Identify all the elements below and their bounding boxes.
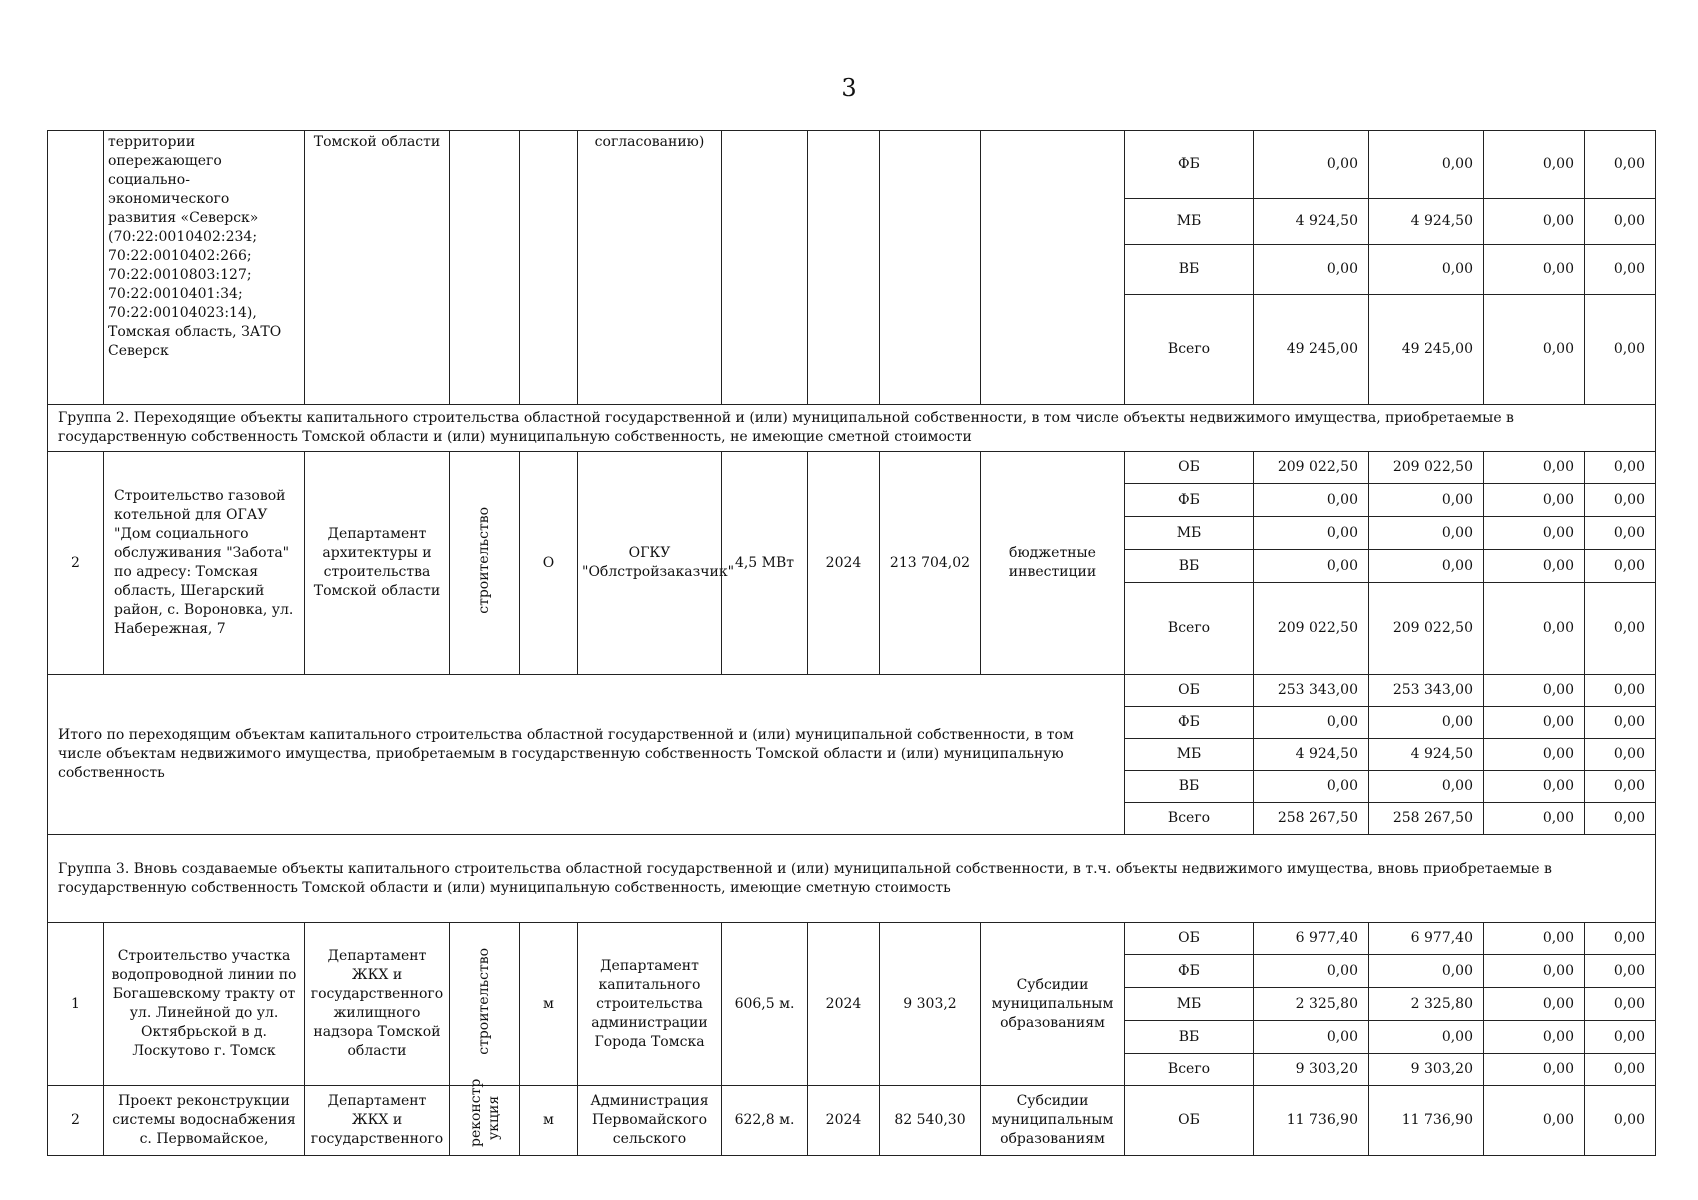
cell-num: 1	[48, 923, 104, 1086]
funding-source: ВБ	[1125, 245, 1254, 295]
cell-form	[981, 131, 1125, 405]
funding-value: 0,00	[1585, 675, 1656, 707]
funding-value: 0,00	[1585, 199, 1656, 245]
funding-value: 49 245,00	[1369, 295, 1484, 405]
funding-value: 0,00	[1585, 923, 1656, 955]
cell-year: 2024	[808, 1086, 880, 1156]
funding-value: 2 325,80	[1369, 988, 1484, 1021]
funding-value: 0,00	[1484, 550, 1585, 583]
cell-capacity: 622,8 м.	[722, 1086, 808, 1156]
group-3-title: Группа 3. Вновь создаваемые объекты капитального строительства областной государственной и (или) муниципальной собственности, в т.ч. объекты недвижимого имущества, вновь приобретаемые в государственную собственность Томской области и (или) муниципальную собственность, имеющие сметную стоимость	[48, 835, 1656, 923]
type-text: строительство	[476, 506, 492, 614]
funding-value: 11 736,90	[1254, 1086, 1369, 1156]
funding-value: 4 924,50	[1254, 199, 1369, 245]
funding-value: 253 343,00	[1369, 675, 1484, 707]
funding-value: 0,00	[1484, 583, 1585, 675]
funding-value: 253 343,00	[1254, 675, 1369, 707]
funding-source: ВБ	[1125, 550, 1254, 583]
cell-object: Проект реконструкции системы водоснабжения с. Первомайское,	[104, 1086, 305, 1156]
cell-object: Строительство газовой котельной для ОГАУ "Дом социального обслуживания "Забота" по адресу: Томская область, Шегарский район, с. Вороновка, ул. Набережная, 7	[104, 452, 305, 675]
funding-value: 258 267,50	[1254, 803, 1369, 835]
cell-num: 2	[48, 452, 104, 675]
funding-value: 0,00	[1585, 517, 1656, 550]
funding-value: 0,00	[1484, 803, 1585, 835]
funding-value: 4 924,50	[1254, 739, 1369, 771]
group-header-row	[48, 835, 1656, 923]
funding-value: 0,00	[1484, 517, 1585, 550]
funding-value: 258 267,50	[1369, 803, 1484, 835]
funding-value: 0,00	[1484, 707, 1585, 739]
cell-ownership: м	[520, 923, 578, 1086]
funding-source: Всего	[1125, 295, 1254, 405]
cell-customer: Департамент ЖКХ и государственного	[305, 1086, 450, 1156]
funding-source: МБ	[1125, 988, 1254, 1021]
funding-source: Всего	[1125, 803, 1254, 835]
funding-source: МБ	[1125, 739, 1254, 771]
funding-source: ВБ	[1125, 771, 1254, 803]
funding-value: 0,00	[1369, 131, 1484, 199]
funding-value: 0,00	[1254, 707, 1369, 739]
cell-capacity	[722, 131, 808, 405]
funding-value: 9 303,20	[1369, 1054, 1484, 1086]
funding-value: 0,00	[1585, 988, 1656, 1021]
cell-year	[808, 131, 880, 405]
funding-value: 0,00	[1585, 707, 1656, 739]
funding-value: 0,00	[1484, 675, 1585, 707]
type-text: реконстр укция	[467, 1078, 502, 1147]
type-text: строительство	[476, 947, 492, 1055]
cell-object: территории опережающего социально-экономического развития «Северск» (70:22:0010402:234; 70:22:0010402:266; 70:22:0010803:127; 70:22:0010401:34; 70:22:00104023:14), Томская область, ЗАТО Северск	[104, 131, 305, 405]
funding-value: 0,00	[1254, 550, 1369, 583]
funding-value: 0,00	[1484, 1021, 1585, 1054]
funding-value: 0,00	[1585, 295, 1656, 405]
cell-cost: 82 540,30	[880, 1086, 981, 1156]
cell-capacity: 606,5 м.	[722, 923, 808, 1086]
funding-value: 49 245,00	[1254, 295, 1369, 405]
funding-value: 0,00	[1484, 245, 1585, 295]
cell-ownership: О	[520, 452, 578, 675]
funding-value: 0,00	[1369, 484, 1484, 517]
funding-value: 6 977,40	[1369, 923, 1484, 955]
funding-value: 0,00	[1254, 131, 1369, 199]
cell-form: бюджетные инвестиции	[981, 452, 1125, 675]
cell-type	[450, 923, 520, 1086]
cell-executor: Администрация Первомайского сельского	[578, 1086, 722, 1156]
funding-value: 0,00	[1484, 988, 1585, 1021]
cell-type	[450, 131, 520, 405]
funding-value: 209 022,50	[1254, 452, 1369, 484]
funding-value: 0,00	[1254, 517, 1369, 550]
funding-value: 0,00	[1484, 131, 1585, 199]
cell-cost	[880, 131, 981, 405]
funding-source: ВБ	[1125, 1021, 1254, 1054]
funding-source: МБ	[1125, 517, 1254, 550]
funding-value: 0,00	[1369, 517, 1484, 550]
funding-value: 0,00	[1369, 707, 1484, 739]
funding-value: 0,00	[1585, 131, 1656, 199]
funding-value: 0,00	[1484, 199, 1585, 245]
funding-source: ФБ	[1125, 955, 1254, 988]
funding-value: 0,00	[1585, 1021, 1656, 1054]
funding-source: ОБ	[1125, 1086, 1254, 1156]
funding-source: Всего	[1125, 1054, 1254, 1086]
cell-ownership	[520, 131, 578, 405]
funding-value: 0,00	[1254, 771, 1369, 803]
funding-value: 0,00	[1369, 955, 1484, 988]
funding-source: ОБ	[1125, 675, 1254, 707]
funding-value: 0,00	[1484, 739, 1585, 771]
funding-source: Всего	[1125, 583, 1254, 675]
table-row	[48, 452, 1656, 484]
funding-source: ОБ	[1125, 923, 1254, 955]
funding-value: 0,00	[1254, 955, 1369, 988]
funding-value: 0,00	[1369, 1021, 1484, 1054]
funding-value: 0,00	[1369, 771, 1484, 803]
funding-source: МБ	[1125, 199, 1254, 245]
group-header-row	[48, 405, 1656, 452]
cell-customer: Томской области	[305, 131, 450, 405]
funding-value: 6 977,40	[1254, 923, 1369, 955]
funding-value: 0,00	[1585, 1054, 1656, 1086]
funding-value: 0,00	[1484, 295, 1585, 405]
funding-value: 0,00	[1369, 550, 1484, 583]
funding-value: 11 736,90	[1369, 1086, 1484, 1156]
funding-value: 0,00	[1484, 1086, 1585, 1156]
funding-source: ФБ	[1125, 484, 1254, 517]
funding-value: 0,00	[1484, 452, 1585, 484]
funding-value: 0,00	[1585, 484, 1656, 517]
cell-num: 2	[48, 1086, 104, 1156]
cell-customer: Департамент архитектуры и строительства Томской области	[305, 452, 450, 675]
funding-value: 209 022,50	[1369, 583, 1484, 675]
total-group-2-label: Итого по переходящим объектам капитального строительства областной государственной и (или) муниципальной собственности, в том числе объектам недвижимого имущества, приобретаемым в государственную собственность Томской области и (или) муниципальную собственность	[48, 675, 1125, 835]
cell-ownership: м	[520, 1086, 578, 1156]
funding-value: 0,00	[1484, 923, 1585, 955]
funding-value: 0,00	[1369, 245, 1484, 295]
funding-value: 4 924,50	[1369, 199, 1484, 245]
funding-value: 0,00	[1585, 550, 1656, 583]
funding-value: 0,00	[1254, 1021, 1369, 1054]
cell-type	[450, 1078, 520, 1156]
page-number: 3	[841, 74, 857, 102]
cell-customer: Департамент ЖКХ и государственного жилищного надзора Томской области	[305, 923, 450, 1086]
table-row	[48, 923, 1656, 955]
funding-value: 0,00	[1484, 771, 1585, 803]
funding-value: 209 022,50	[1369, 452, 1484, 484]
funding-value: 0,00	[1484, 955, 1585, 988]
funding-value: 0,00	[1585, 1086, 1656, 1156]
funding-value: 0,00	[1254, 484, 1369, 517]
funding-value: 0,00	[1585, 739, 1656, 771]
table-row	[48, 131, 1656, 199]
funding-value: 0,00	[1484, 1054, 1585, 1086]
cell-object: Строительство участка водопроводной линии по Богашевскому тракту от ул. Линейной до ул. Октябрьской в д. Лоскутово г. Томск	[104, 923, 305, 1086]
cell-cost: 9 303,2	[880, 923, 981, 1086]
funding-value: 0,00	[1585, 452, 1656, 484]
funding-value: 0,00	[1585, 803, 1656, 835]
funding-value: 0,00	[1484, 484, 1585, 517]
cell-cost: 213 704,02	[880, 452, 981, 675]
cell-year: 2024	[808, 923, 880, 1086]
funding-value: 0,00	[1585, 245, 1656, 295]
funding-source: ФБ	[1125, 131, 1254, 199]
funding-source: ОБ	[1125, 452, 1254, 484]
group-2-title: Группа 2. Переходящие объекты капитального строительства областной государственной и (или) муниципальной собственности, в том числе объекты недвижимого имущества, приобретаемые в государственную собственность Томской области и (или) муниципальную собственность, не имеющие сметной стоимости	[48, 405, 1656, 452]
investment-table	[47, 130, 1656, 1156]
cell-executor: согласованию)	[578, 131, 722, 405]
cell-num	[48, 131, 104, 405]
cell-form: Субсидии муниципальным образованиям	[981, 923, 1125, 1086]
funding-source: ФБ	[1125, 707, 1254, 739]
funding-value: 209 022,50	[1254, 583, 1369, 675]
funding-value: 0,00	[1585, 583, 1656, 675]
table-row	[48, 1086, 1656, 1156]
cell-year: 2024	[808, 452, 880, 675]
funding-value: 0,00	[1585, 771, 1656, 803]
cell-form: Субсидии муниципальным образованиям	[981, 1086, 1125, 1156]
cell-executor: ОГКУ "Облстройзаказчик"	[578, 452, 722, 675]
cell-capacity: 4,5 МВт	[722, 452, 808, 675]
funding-value: 0,00	[1585, 955, 1656, 988]
funding-value: 9 303,20	[1254, 1054, 1369, 1086]
funding-value: 0,00	[1254, 245, 1369, 295]
cell-type	[450, 452, 520, 675]
total-row	[48, 675, 1656, 707]
cell-executor: Департамент капитального строительства администрации Города Томска	[578, 923, 722, 1086]
funding-value: 2 325,80	[1254, 988, 1369, 1021]
funding-value: 4 924,50	[1369, 739, 1484, 771]
